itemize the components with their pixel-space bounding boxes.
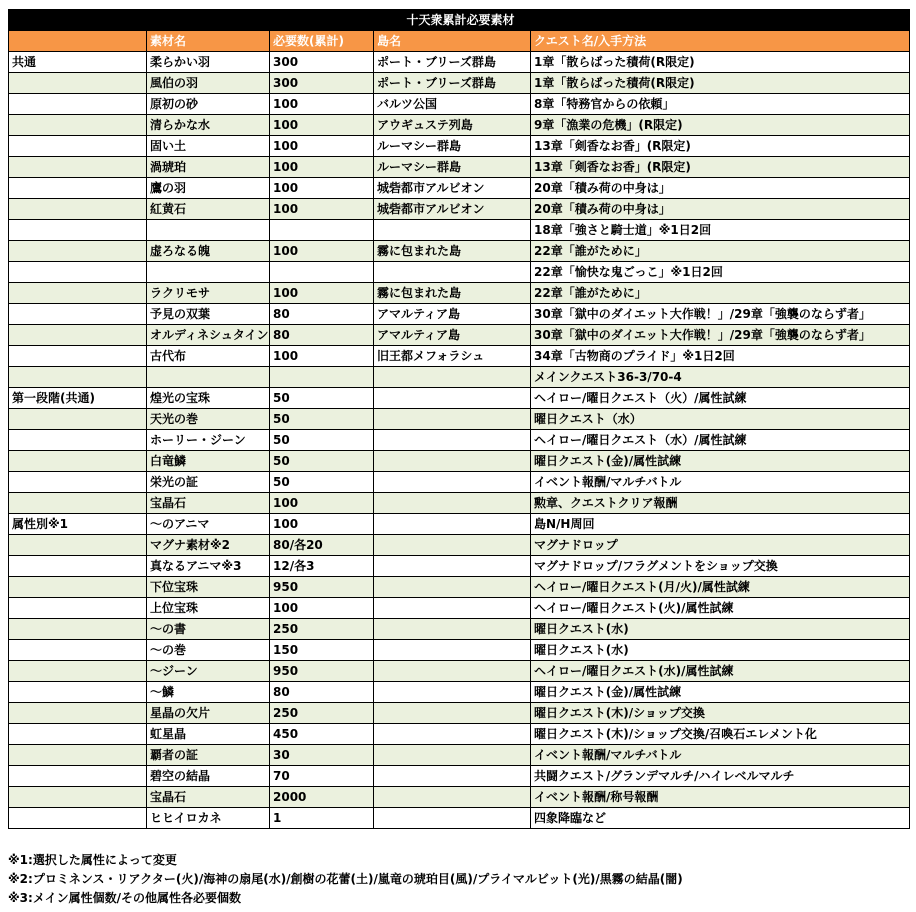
island-cell: ポート・ブリーズ群島 <box>374 73 531 94</box>
quest-cell: 20章「積み荷の中身は」 <box>531 199 910 220</box>
island-cell <box>374 514 531 535</box>
table-row <box>9 283 910 304</box>
count-cell: 150 <box>270 640 374 661</box>
island-cell: 霧に包まれた島 <box>374 241 531 262</box>
header-island: 島名 <box>374 31 531 52</box>
island-cell: 霧に包まれた島 <box>374 283 531 304</box>
material-cell: 宝晶石 <box>147 787 270 808</box>
table-row <box>9 598 910 619</box>
category-cell <box>9 262 147 283</box>
material-cell: 紅黄石 <box>147 199 270 220</box>
quest-cell: ヘイロー/曜日クエスト（火）/属性試練 <box>531 388 910 409</box>
quest-cell: 22章「誰がために」 <box>531 283 910 304</box>
count-cell: 950 <box>270 661 374 682</box>
material-cell: 柔らかい羽 <box>147 52 270 73</box>
category-cell: 属性別※1 <box>9 514 147 535</box>
category-cell <box>9 661 147 682</box>
quest-cell: 30章「獄中のダイエット大作戦！」/29章「強襲のならず者」 <box>531 304 910 325</box>
quest-cell: 共闘クエスト/グランデマルチ/ハイレベルマルチ <box>531 766 910 787</box>
island-cell: ポート・ブリーズ群島 <box>374 52 531 73</box>
count-cell: 50 <box>270 409 374 430</box>
category-cell <box>9 745 147 766</box>
category-cell <box>9 787 147 808</box>
count-cell: 100 <box>270 283 374 304</box>
count-cell: 100 <box>270 241 374 262</box>
material-cell: 固い土 <box>147 136 270 157</box>
category-cell <box>9 577 147 598</box>
category-cell <box>9 157 147 178</box>
category-cell <box>9 94 147 115</box>
material-cell: 覇者の証 <box>147 745 270 766</box>
category-cell <box>9 115 147 136</box>
header-count: 必要数(累計) <box>270 31 374 52</box>
category-cell <box>9 325 147 346</box>
category-cell <box>9 682 147 703</box>
table-row <box>9 409 910 430</box>
count-cell: 30 <box>270 745 374 766</box>
material-cell <box>147 220 270 241</box>
table-row <box>9 661 910 682</box>
count-cell: 250 <box>270 619 374 640</box>
island-cell <box>374 451 531 472</box>
category-cell <box>9 199 147 220</box>
island-cell <box>374 598 531 619</box>
count-cell: 2000 <box>270 787 374 808</box>
island-cell: アウギュステ列島 <box>374 115 531 136</box>
quest-cell: 勲章、クエストクリア報酬 <box>531 493 910 514</box>
material-cell: オルディネシュタイン <box>147 325 270 346</box>
count-cell: 100 <box>270 598 374 619</box>
island-cell <box>374 745 531 766</box>
count-cell <box>270 262 374 283</box>
table-row <box>9 703 910 724</box>
count-cell: 50 <box>270 430 374 451</box>
table-body <box>9 10 910 829</box>
materials-table <box>8 9 910 829</box>
table-row <box>9 493 910 514</box>
count-cell <box>270 367 374 388</box>
quest-cell: 20章「積み荷の中身は」 <box>531 178 910 199</box>
category-cell <box>9 346 147 367</box>
material-cell: ホーリー・ジーン <box>147 430 270 451</box>
table-row <box>9 640 910 661</box>
table-row <box>9 430 910 451</box>
table-row <box>9 346 910 367</box>
island-cell <box>374 661 531 682</box>
island-cell: アマルティア島 <box>374 325 531 346</box>
table-row <box>9 304 910 325</box>
quest-cell: 四象降臨など <box>531 808 910 829</box>
island-cell <box>374 808 531 829</box>
island-cell: ルーマシー群島 <box>374 157 531 178</box>
table-row <box>9 556 910 577</box>
count-cell: 100 <box>270 136 374 157</box>
table-row <box>9 619 910 640</box>
category-cell: 共通 <box>9 52 147 73</box>
table-row <box>9 241 910 262</box>
footnotes <box>8 851 908 908</box>
table-row <box>9 766 910 787</box>
island-cell <box>374 682 531 703</box>
material-cell: 原初の砂 <box>147 94 270 115</box>
category-cell <box>9 640 147 661</box>
island-cell <box>374 409 531 430</box>
material-cell: ～ジーン <box>147 661 270 682</box>
category-cell <box>9 724 147 745</box>
header-quest: クエスト名/入手方法 <box>531 31 910 52</box>
table-row <box>9 52 910 73</box>
table-row <box>9 808 910 829</box>
quest-cell: 曜日クエスト（水） <box>531 409 910 430</box>
material-cell: 星晶の欠片 <box>147 703 270 724</box>
category-cell <box>9 409 147 430</box>
island-cell <box>374 556 531 577</box>
island-cell: バルツ公国 <box>374 94 531 115</box>
quest-cell: 曜日クエスト(金)/属性試練 <box>531 451 910 472</box>
material-cell: 鷹の羽 <box>147 178 270 199</box>
table-row <box>9 220 910 241</box>
category-cell <box>9 367 147 388</box>
quest-cell: 22章「誰がために」 <box>531 241 910 262</box>
table-row <box>9 787 910 808</box>
count-cell: 100 <box>270 94 374 115</box>
quest-cell: 曜日クエスト(金)/属性試練 <box>531 682 910 703</box>
island-cell <box>374 577 531 598</box>
table-row <box>9 451 910 472</box>
count-cell: 80 <box>270 304 374 325</box>
table-row <box>9 472 910 493</box>
island-cell <box>374 220 531 241</box>
table-row <box>9 745 910 766</box>
island-cell <box>374 430 531 451</box>
materials-sheet <box>8 9 909 829</box>
table-row <box>9 178 910 199</box>
island-cell: 城砦都市アルビオン <box>374 178 531 199</box>
material-cell: 渦琥珀 <box>147 157 270 178</box>
category-cell: 第一段階(共通) <box>9 388 147 409</box>
quest-cell: 34章「古物商のプライド」※1日2回 <box>531 346 910 367</box>
count-cell: 100 <box>270 493 374 514</box>
quest-cell: 22章「愉快な鬼ごっこ」※1日2回 <box>531 262 910 283</box>
island-cell <box>374 703 531 724</box>
category-cell <box>9 598 147 619</box>
count-cell: 100 <box>270 157 374 178</box>
material-cell: ～の書 <box>147 619 270 640</box>
material-cell: 碧空の結晶 <box>147 766 270 787</box>
count-cell: 100 <box>270 199 374 220</box>
island-cell <box>374 787 531 808</box>
count-cell: 950 <box>270 577 374 598</box>
table-row <box>9 724 910 745</box>
quest-cell: ヘイロー/曜日クエスト(火)/属性試練 <box>531 598 910 619</box>
category-cell <box>9 241 147 262</box>
island-cell <box>374 535 531 556</box>
material-cell: 虚ろなる魄 <box>147 241 270 262</box>
category-cell <box>9 304 147 325</box>
material-cell: 栄光の証 <box>147 472 270 493</box>
quest-cell: 島N/H周回 <box>531 514 910 535</box>
table-row <box>9 199 910 220</box>
quest-cell: 9章「漁業の危機」(R限定) <box>531 115 910 136</box>
category-cell <box>9 535 147 556</box>
quest-cell: ヘイロー/曜日クエスト（水）/属性試練 <box>531 430 910 451</box>
category-cell <box>9 451 147 472</box>
material-cell: 古代布 <box>147 346 270 367</box>
island-cell <box>374 472 531 493</box>
quest-cell: イベント報酬/マルチバトル <box>531 472 910 493</box>
quest-cell: 13章「剣香なお香」(R限定) <box>531 136 910 157</box>
material-cell: マグナ素材※2 <box>147 535 270 556</box>
header-material: 素材名 <box>147 31 270 52</box>
category-cell <box>9 703 147 724</box>
island-cell: 城砦都市アルビオン <box>374 199 531 220</box>
quest-cell: 8章「特務官からの依頼」 <box>531 94 910 115</box>
count-cell: 300 <box>270 52 374 73</box>
quest-cell: ヘイロー/曜日クエスト(月/火)/属性試練 <box>531 577 910 598</box>
header-row <box>9 31 910 52</box>
count-cell: 12/各3 <box>270 556 374 577</box>
material-cell: 真なるアニマ※3 <box>147 556 270 577</box>
material-cell: 下位宝珠 <box>147 577 270 598</box>
table-row <box>9 115 910 136</box>
island-cell <box>374 640 531 661</box>
category-cell <box>9 73 147 94</box>
quest-cell: 13章「剣香なお香」(R限定) <box>531 157 910 178</box>
quest-cell: 1章「散らばった積荷(R限定) <box>531 73 910 94</box>
category-cell <box>9 472 147 493</box>
island-cell <box>374 619 531 640</box>
table-row <box>9 262 910 283</box>
table-row <box>9 682 910 703</box>
table-row <box>9 94 910 115</box>
material-cell: 宝晶石 <box>147 493 270 514</box>
quest-cell: マグナドロップ/フラグメントをショップ交換 <box>531 556 910 577</box>
category-cell <box>9 136 147 157</box>
sheet-title: 十天衆累計必要素材 <box>9 10 910 31</box>
material-cell: 上位宝珠 <box>147 598 270 619</box>
material-cell: ヒヒイロカネ <box>147 808 270 829</box>
count-cell: 80 <box>270 325 374 346</box>
quest-cell: マグナドロップ <box>531 535 910 556</box>
material-cell: 白竜鱗 <box>147 451 270 472</box>
category-cell <box>9 178 147 199</box>
header-category <box>9 31 147 52</box>
quest-cell: 1章「散らばった積荷(R限定) <box>531 52 910 73</box>
footnote-1: ※1:選択した属性によって変更 <box>8 853 177 867</box>
island-cell: アマルティア島 <box>374 304 531 325</box>
island-cell <box>374 724 531 745</box>
material-cell: ～のアニマ <box>147 514 270 535</box>
quest-cell: イベント報酬/称号報酬 <box>531 787 910 808</box>
count-cell <box>270 220 374 241</box>
count-cell: 70 <box>270 766 374 787</box>
table-row <box>9 388 910 409</box>
island-cell <box>374 766 531 787</box>
material-cell: ラクリモサ <box>147 283 270 304</box>
category-cell <box>9 619 147 640</box>
table-row <box>9 535 910 556</box>
quest-cell: 曜日クエスト(木)/ショップ交換/召喚石エレメント化 <box>531 724 910 745</box>
count-cell: 100 <box>270 178 374 199</box>
category-cell <box>9 283 147 304</box>
category-cell <box>9 430 147 451</box>
material-cell: 天光の巻 <box>147 409 270 430</box>
category-cell <box>9 556 147 577</box>
quest-cell: メインクエスト36-3/70-4 <box>531 367 910 388</box>
island-cell <box>374 388 531 409</box>
quest-cell: 曜日クエスト(水) <box>531 640 910 661</box>
quest-cell: 30章「獄中のダイエット大作戦！」/29章「強襲のならず者」 <box>531 325 910 346</box>
material-cell: 煌光の宝珠 <box>147 388 270 409</box>
quest-cell: イベント報酬/マルチバトル <box>531 745 910 766</box>
count-cell: 250 <box>270 703 374 724</box>
quest-cell: 曜日クエスト(水) <box>531 619 910 640</box>
material-cell: 虹星晶 <box>147 724 270 745</box>
table-row <box>9 514 910 535</box>
table-row <box>9 577 910 598</box>
table-row <box>9 136 910 157</box>
quest-cell: 曜日クエスト(木)/ショップ交換 <box>531 703 910 724</box>
material-cell <box>147 262 270 283</box>
quest-cell: ヘイロー/曜日クエスト(水)/属性試練 <box>531 661 910 682</box>
island-cell <box>374 262 531 283</box>
count-cell: 50 <box>270 451 374 472</box>
count-cell: 300 <box>270 73 374 94</box>
table-row <box>9 157 910 178</box>
material-cell: 予見の双葉 <box>147 304 270 325</box>
table-row <box>9 73 910 94</box>
category-cell <box>9 220 147 241</box>
count-cell: 50 <box>270 472 374 493</box>
material-cell: 清らかな水 <box>147 115 270 136</box>
category-cell <box>9 766 147 787</box>
footnote-3: ※3:メイン属性個数/その他属性各必要個数 <box>8 891 241 905</box>
table-row <box>9 367 910 388</box>
island-cell <box>374 367 531 388</box>
material-cell <box>147 367 270 388</box>
island-cell <box>374 493 531 514</box>
count-cell: 80 <box>270 682 374 703</box>
island-cell: 旧王都メフォラシュ <box>374 346 531 367</box>
material-cell: ～鱗 <box>147 682 270 703</box>
count-cell: 80/各20 <box>270 535 374 556</box>
footnote-2: ※2:プロミネンス・リアクター(火)/海神の扇尾(水)/創樹の花蕾(土)/嵐竜の琥珀目(風)/プライマルビット(光)/黒霧の結晶(闇) <box>8 872 683 886</box>
count-cell: 1 <box>270 808 374 829</box>
material-cell: ～の巻 <box>147 640 270 661</box>
count-cell: 450 <box>270 724 374 745</box>
count-cell: 100 <box>270 346 374 367</box>
island-cell: ルーマシー群島 <box>374 136 531 157</box>
quest-cell: 18章「強さと騎士道」※1日2回 <box>531 220 910 241</box>
category-cell <box>9 493 147 514</box>
material-cell: 風伯の羽 <box>147 73 270 94</box>
category-cell <box>9 808 147 829</box>
count-cell: 50 <box>270 388 374 409</box>
count-cell: 100 <box>270 115 374 136</box>
table-row <box>9 325 910 346</box>
count-cell: 100 <box>270 514 374 535</box>
